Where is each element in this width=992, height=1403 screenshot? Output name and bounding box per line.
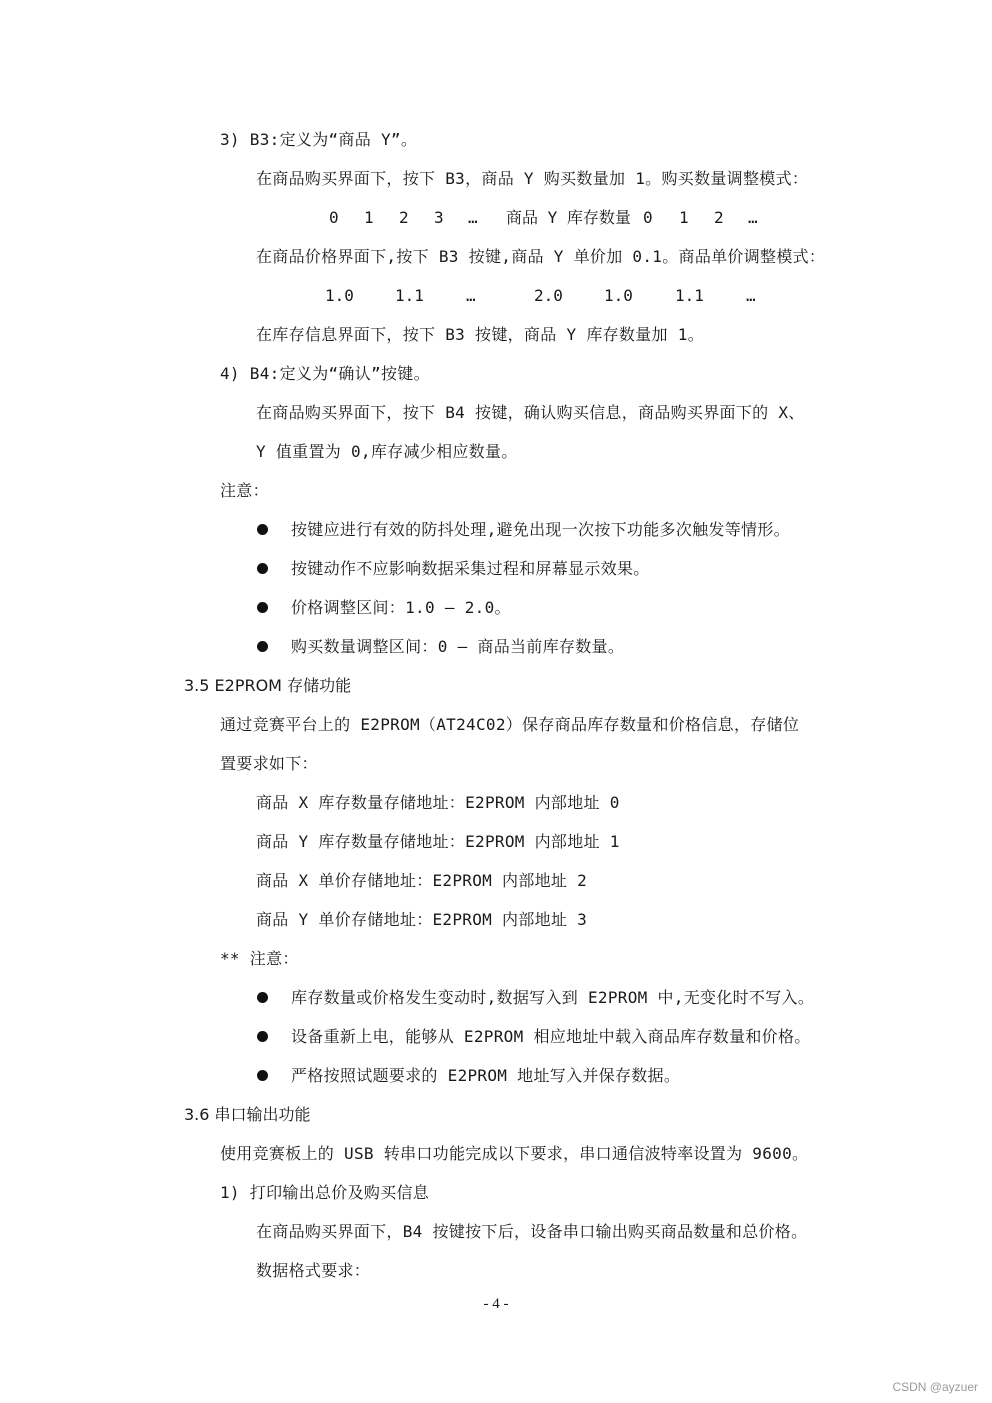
sec36-intro: 使用竞赛板上的 USB 转串口功能完成以下要求，串口通信波特率设置为 9600。 [220,1144,809,1163]
seq-token: 0 [643,208,653,227]
note-item: 按键动作不应影响数据采集过程和屏幕显示效果。 [291,559,650,578]
seq-token: 1.1 [395,286,424,305]
section-heading-3-5: 3.5 E2PROM 存储功能 [184,676,352,695]
seq-token: 3 [434,208,444,227]
seq-token: … [748,208,758,227]
note-item: 设备重新上电，能够从 E2PROM 相应地址中载入商品库存数量和价格。 [291,1027,811,1046]
b3-quantity-sequence [0,208,992,228]
note-item: 库存数量或价格发生变动时,数据写入到 E2PROM 中,无变化时不写入。 [291,988,815,1007]
bullet-icon [257,524,268,535]
bullet-icon [257,641,268,652]
seq-token: 2 [399,208,409,227]
seq-token: 1 [679,208,689,227]
address-item: 商品 Y 单价存储地址：E2PROM 内部地址 3 [256,910,588,929]
item-b4-title: 4) B4:定义为“确认”按键。 [220,364,430,383]
note-label: 注意： [220,481,269,500]
watermark: CSDN @ayzuer [892,1380,978,1394]
bullet-icon [257,602,268,613]
seq-token: … [746,286,756,305]
address-item: 商品 X 单价存储地址：E2PROM 内部地址 2 [256,871,588,890]
note-label: ** 注意： [220,949,299,968]
note-item: 价格调整区间：1.0 – 2.0。 [291,598,511,617]
note-item: 按键应进行有效的防抖处理,避免出现一次按下功能多次触发等情形。 [291,520,790,539]
sec36-item1-title: 1) 打印输出总价及购买信息 [220,1183,430,1202]
seq-token: 2 [714,208,724,227]
seq-token: 2.0 [534,286,563,305]
sec35-intro-line2: 置要求如下： [220,754,318,773]
note-item: 购买数量调整区间：0 – 商品当前库存数量。 [291,637,625,656]
seq-token: 0 [329,208,339,227]
bullet-icon [257,1070,268,1081]
b3-price-text: 在商品价格界面下,按下 B3 按键,商品 Y 单价加 0.1。商品单价调整模式： [256,247,826,266]
bullet-icon [257,563,268,574]
sec35-intro-line1: 通过竞赛平台上的 E2PROM（AT24C02）保存商品库存数量和价格信息，存储位 [220,715,800,734]
b4-text-line1: 在商品购买界面下，按下 B4 按键，确认购买信息，商品购买界面下的 X、 [256,403,805,422]
address-item: 商品 X 库存数量存储地址：E2PROM 内部地址 0 [256,793,620,812]
sec36-item1-text: 在商品购买界面下，B4 按键按下后，设备串口输出购买商品数量和总价格。 [256,1222,808,1241]
bullet-icon [257,992,268,1003]
note-item: 严格按照试题要求的 E2PROM 地址写入并保存数据。 [291,1066,681,1085]
seq-token: 1.0 [325,286,354,305]
seq-token: … [468,208,478,227]
sec36-format-label: 数据格式要求： [256,1261,371,1280]
seq-token: 1.0 [604,286,633,305]
address-item: 商品 Y 库存数量存储地址：E2PROM 内部地址 1 [256,832,620,851]
b3-stock-text: 在库存信息界面下，按下 B3 按键，商品 Y 库存数量加 1。 [256,325,704,344]
bullet-icon [257,1031,268,1042]
item-b3-title: 3) B3:定义为“商品 Y”。 [220,130,418,149]
b4-text-line2: Y 值重置为 0,库存减少相应数量。 [256,442,518,461]
seq-token: 1 [364,208,374,227]
page-number: - 4 - [483,1296,509,1312]
section-heading-3-6: 3.6 串口输出功能 [184,1105,311,1124]
b3-purchase-text: 在商品购买界面下，按下 B3，商品 Y 购买数量加 1。购买数量调整模式： [256,169,809,188]
seq-token: … [466,286,476,305]
seq-token: 1.1 [675,286,704,305]
seq-token: 商品 Y 库存数量 [506,208,631,227]
b3-price-sequence [0,286,992,306]
